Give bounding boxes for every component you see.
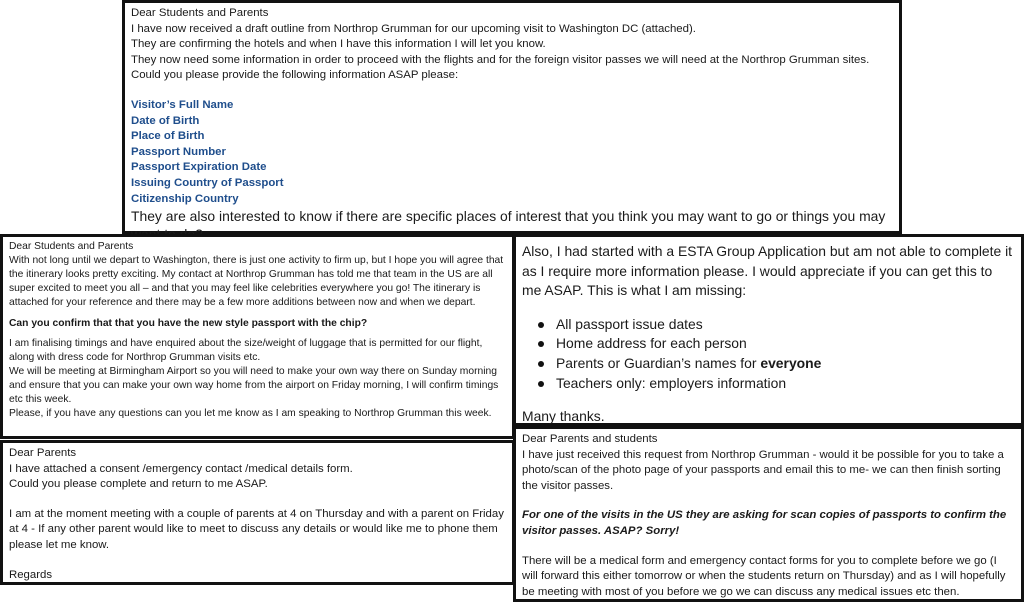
field-passport-number: Passport Number [131, 145, 226, 158]
list-item: All passport issue dates [556, 315, 1015, 335]
field-date-of-birth: Date of Birth [131, 114, 200, 127]
field-full-name: Visitor’s Full Name [131, 98, 234, 111]
list-item: Home address for each person [556, 334, 1015, 354]
paragraph: There will be a medical form and emergency contact forms for you to complete before we go (I will forward this either tomorrow or when the students return on Thursday) and as I will hopefully be meeting with most of you before we go we can discuss any medical issues etc then. [522, 554, 1006, 598]
paragraph: We will be meeting at Birmingham Airport so you will need to make your own way there on Sunday morning and ensure that you can make your own way home from the airport on Friday morning, I will confirm timings etc this week. [9, 366, 499, 406]
paragraph: I am finalising timings and have enquired about the size/weight of luggage that is permitted for our flight, along with dress code for Northrop Grumman visits etc. [9, 338, 483, 364]
email-notice-passport-scan [513, 426, 1024, 602]
paragraph: I have just received this request from Northrop Grumman - would it be possible for you to take a photo/scan of the photo page of your passports and email this to me- we can then finish sorting the visitor passes. [522, 448, 1004, 492]
field-issuing-country: Issuing Country of Passport [131, 176, 284, 189]
email-notice-consent-form [0, 440, 515, 585]
body-line: Could you please complete and return to me ASAP. [9, 478, 268, 491]
body-line: They are confirming the hotels and when I have this information I will let you know. [131, 38, 546, 51]
body-line: Could you please provide the following information ASAP please: [131, 69, 459, 82]
list-item: Teachers only: employers information [556, 374, 1015, 394]
closing-question: They are also interested to know if there are specific places of interest that you think you may want to go or things you may [131, 208, 886, 225]
greeting: Dear Students and Parents [9, 241, 134, 252]
paragraph: Please, if you have any questions can you let me know as I am speaking to Northrop Grumman this week. [9, 407, 492, 419]
field-citizenship-country: Citizenship Country [131, 192, 239, 205]
greeting: Dear Parents [9, 447, 77, 459]
passport-chip-question: Can you confirm that that you have the new style passport with the chip? [9, 317, 368, 329]
missing-info-list [522, 315, 1015, 393]
signoff: Many thanks. [522, 408, 605, 425]
paragraph: With not long until we depart to Washington, there is just one activity to firm up, but I hope you will agree that the itinerary looks pretty exciting. My contact at Northrop Grumman has told me that team in the US are all super excited to meet you all – and that you may feel like celebrities everywhere you go! The itinerary is attached for your reference and there may be a few more additions between now and when we depart. [9, 254, 504, 308]
email-notice-visitor-info [122, 0, 902, 234]
email-notice-itinerary [0, 234, 515, 439]
list-item-emphasis: everyone [760, 354, 822, 371]
signoff: Regards [9, 568, 53, 581]
greeting: Dear Parents and students [522, 433, 658, 445]
paragraph: Also, I had started with a ESTA Group Application but am not able to complete it as I require more information please. I would appreciate if you can get this to me ASAP. This is what I am missing: [522, 243, 1013, 299]
field-place-of-birth: Place of Birth [131, 130, 205, 143]
field-passport-expiration: Passport Expiration Date [131, 161, 267, 174]
body-line: They now need some information in order to proceed with the flights and for the foreign visitor passes we will need at the Northrop Grumman sites. [131, 53, 870, 66]
emphasis-paragraph: For one of the visits in the US they are asking for scan copies of passports to confirm the visitor passes. ASAP? Sorry! [522, 509, 1007, 537]
email-notice-esta [513, 234, 1024, 426]
list-item-text: Parents or Guardian’s names for [556, 354, 761, 371]
required-fields-list [131, 98, 893, 207]
greeting: Dear Students and Parents [131, 7, 269, 19]
body-line: I have attached a consent /emergency contact /medical details form. [9, 462, 353, 475]
paragraph: I am at the moment meeting with a couple of parents at 4 on Thursday and with a parent on Friday at 4 - If any other parent would like to meet to discuss any details or would like me to phone them please let me know. [9, 507, 504, 551]
body-line: I have now received a draft outline from Northrop Grumman for our upcoming visit to Washington DC (attached). [131, 22, 696, 35]
list-item [556, 354, 1015, 374]
